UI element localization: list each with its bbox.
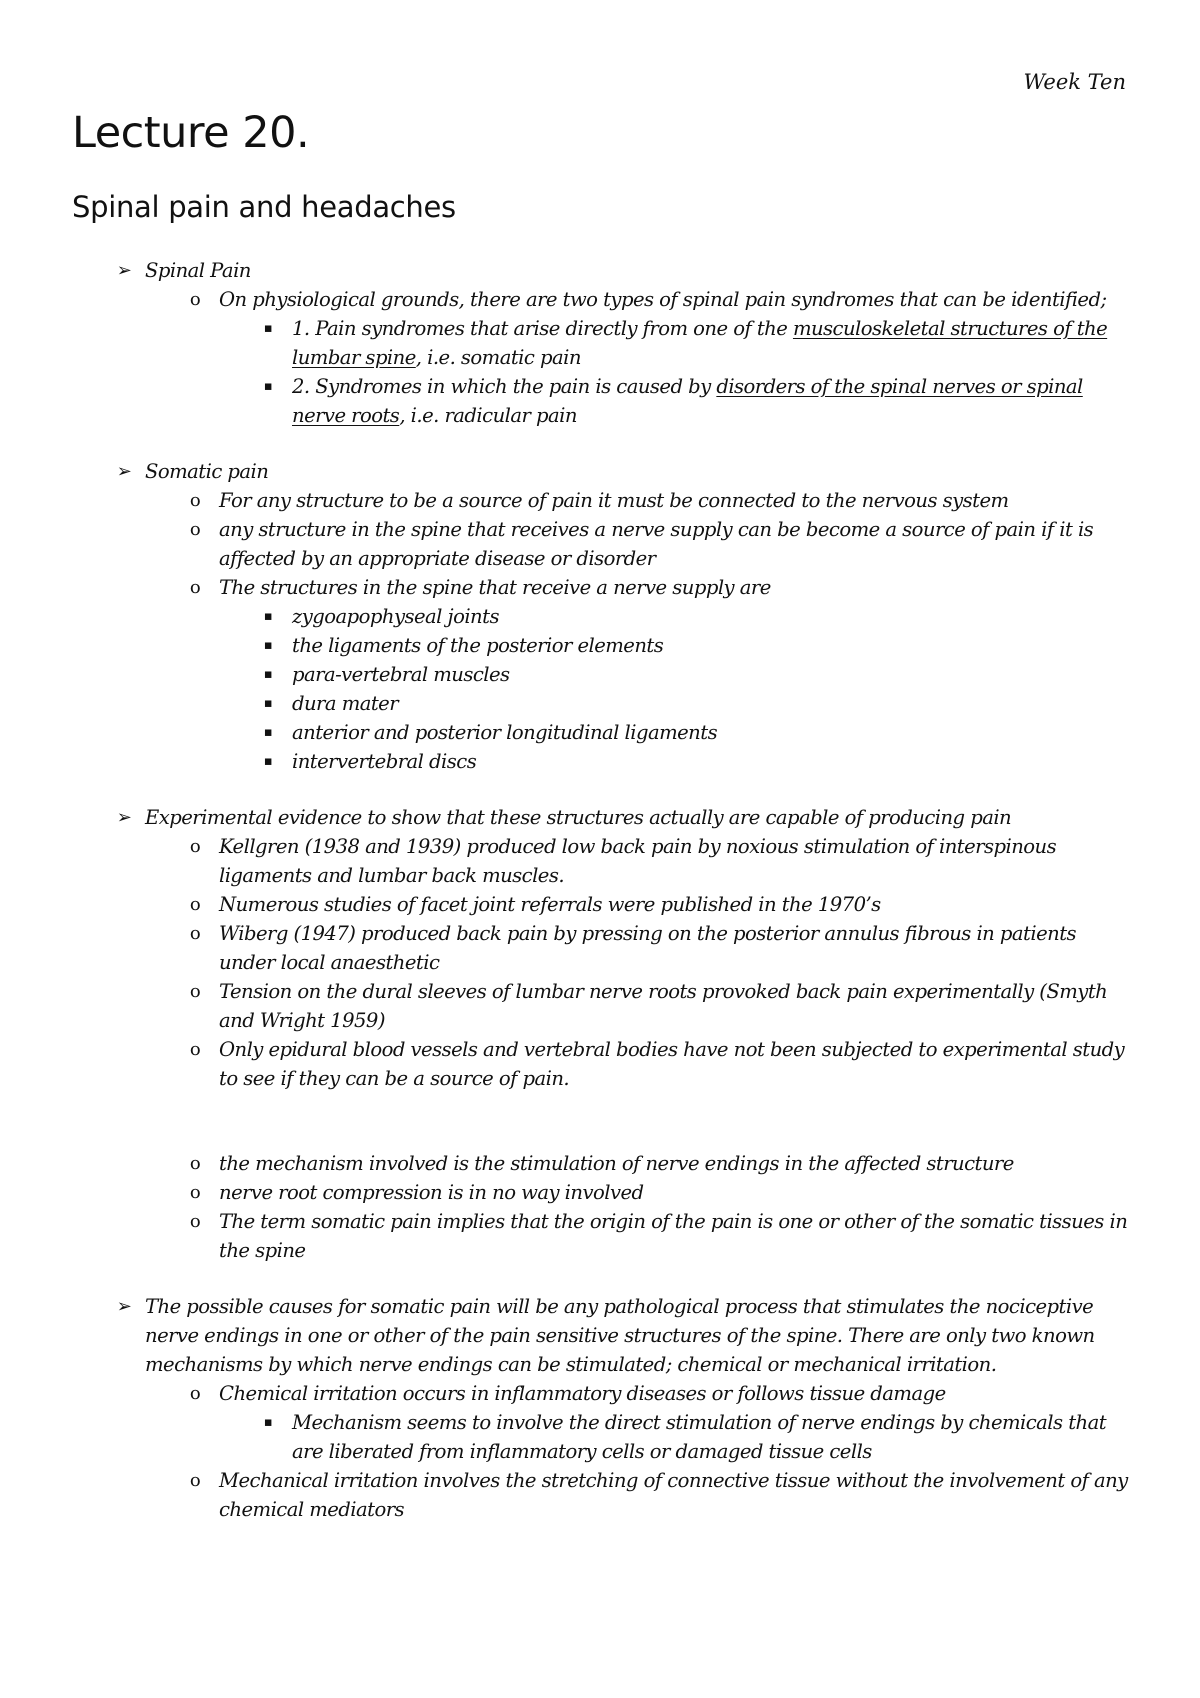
bullet-text: The term somatic pain implies that the origin of the pain is one or other of the somatic tissues in the spine xyxy=(219,1210,1128,1262)
circle-bullet-icon: o xyxy=(189,577,201,598)
bullet-text: any structure in the spine that receives a nerve supply can be become a source of pain if it is affected by an appropriate disease or disorder xyxy=(219,518,1094,570)
square-bullet-icon: ▪ xyxy=(263,638,273,653)
circle-bullet-icon: o xyxy=(189,1039,201,1060)
list-item xyxy=(263,1408,1126,1466)
circle-bullet-icon: o xyxy=(189,1470,201,1491)
bullet-text: Mechanism seems to involve the direct stimulation of nerve endings by chemicals that are liberated from inflammatory cells or damaged tissue cells xyxy=(292,1411,1107,1463)
square-bullet-icon: ▪ xyxy=(263,1415,273,1430)
bullet-text: Kellgren (1938 and 1939) produced low back pain by noxious stimulation of interspinous ligaments and lumbar back muscles. xyxy=(219,835,1057,887)
section-title: Spinal pain and headaches xyxy=(72,190,456,224)
week-label: Week Ten xyxy=(1023,70,1126,94)
list-item xyxy=(189,573,1130,602)
bullet-possible-causes xyxy=(116,1292,1130,1379)
bullet-text: Spinal Pain xyxy=(145,259,251,282)
bullet-text: anterior and posterior longitudinal ligaments xyxy=(292,721,718,744)
circle-bullet-icon: o xyxy=(189,519,201,540)
circle-bullet-icon: o xyxy=(189,1383,201,1404)
bullet-text: Experimental evidence to show that these structures actually are capable of producing pain xyxy=(145,806,1012,829)
list-item xyxy=(189,1035,1130,1093)
bullet-text: dura mater xyxy=(292,692,399,715)
bullet-text: 1. Pain syndromes that arise directly from one of the xyxy=(292,317,793,340)
bullet-text: intervertebral discs xyxy=(292,750,477,773)
circle-bullet-icon: o xyxy=(189,289,201,310)
underlined-term: musculoskeletal structures of the lumbar spine xyxy=(292,317,1108,369)
list-item xyxy=(263,718,1126,747)
bullet-experimental-evidence xyxy=(116,803,1130,832)
list-item xyxy=(263,689,1126,718)
list-item xyxy=(189,832,1130,890)
lecture-title: Lecture 20. xyxy=(72,108,310,158)
list-item xyxy=(189,977,1130,1035)
underlined-term: disorders of the spinal nerves or spinal nerve roots xyxy=(292,375,1083,427)
bullet-text: , i.e. somatic pain xyxy=(415,346,581,369)
bullet-text: Wiberg (1947) produced back pain by pressing on the posterior annulus fibrous in patients under local anaesthetic xyxy=(219,922,1077,974)
bullet-text: 2. Syndromes in which the pain is caused by xyxy=(292,375,717,398)
square-bullet-icon: ▪ xyxy=(263,609,273,624)
bullet-text: For any structure to be a source of pain it must be connected to the nervous system xyxy=(219,489,1009,512)
square-bullet-icon: ▪ xyxy=(263,379,273,394)
list-item xyxy=(189,890,1130,919)
square-bullet-icon: ▪ xyxy=(263,321,273,336)
circle-bullet-icon: o xyxy=(189,1211,201,1232)
bullet-text: para-vertebral muscles xyxy=(292,663,510,686)
circle-bullet-icon: o xyxy=(189,894,201,915)
list-item xyxy=(263,631,1126,660)
list-item xyxy=(189,919,1130,977)
bullet-spinal-pain xyxy=(116,256,1130,285)
list-item xyxy=(189,515,1130,573)
bullet-somatic-pain xyxy=(116,457,1130,486)
bullet-text: Tension on the dural sleeves of lumbar nerve roots provoked back pain experimentally (Smyth and Wright 1959) xyxy=(219,980,1108,1032)
list-item xyxy=(189,1466,1130,1524)
square-bullet-icon: ▪ xyxy=(263,696,273,711)
circle-bullet-icon: o xyxy=(189,923,201,944)
list-item xyxy=(189,285,1130,314)
list-item xyxy=(189,1379,1130,1408)
notes-content xyxy=(0,256,1200,1524)
circle-bullet-icon: o xyxy=(189,836,201,857)
list-item xyxy=(263,314,1126,372)
bullet-text: The structures in the spine that receive a nerve supply are xyxy=(219,576,771,599)
arrow-bullet-icon: ➢ xyxy=(116,807,132,828)
list-item xyxy=(189,1149,1130,1178)
circle-bullet-icon: o xyxy=(189,1153,201,1174)
list-item xyxy=(189,1207,1130,1265)
bullet-text: the mechanism involved is the stimulation of nerve endings in the affected structure xyxy=(219,1152,1014,1175)
square-bullet-icon: ▪ xyxy=(263,754,273,769)
bullet-text: On physiological grounds, there are two types of spinal pain syndromes that can be identified; xyxy=(219,288,1107,311)
bullet-text: the ligaments of the posterior elements xyxy=(292,634,664,657)
square-bullet-icon: ▪ xyxy=(263,725,273,740)
arrow-bullet-icon: ➢ xyxy=(116,1296,132,1317)
bullet-text: nerve root compression is in no way involved xyxy=(219,1181,644,1204)
bullet-text: Only epidural blood vessels and vertebral bodies have not been subjected to experimental study to see if they can be a source of pain. xyxy=(219,1038,1125,1090)
list-item xyxy=(263,602,1126,631)
arrow-bullet-icon: ➢ xyxy=(116,260,132,281)
bullet-text: , i.e. radicular pain xyxy=(399,404,577,427)
bullet-text: Somatic pain xyxy=(145,460,269,483)
list-item xyxy=(189,1178,1130,1207)
list-item xyxy=(263,747,1126,776)
bullet-text: zygoapophyseal joints xyxy=(292,605,499,628)
bullet-text: Chemical irritation occurs in inflammatory diseases or follows tissue damage xyxy=(219,1382,946,1405)
circle-bullet-icon: o xyxy=(189,981,201,1002)
bullet-text: The possible causes for somatic pain will be any pathological process that stimulates the nociceptive nerve endings in one or other of the pain sensitive structures of the spine. There are only two known mechanisms by which nerve endings can be stimulated; chemical or mechanical irritation. xyxy=(145,1295,1095,1376)
circle-bullet-icon: o xyxy=(189,1182,201,1203)
bullet-text: Mechanical irritation involves the stretching of connective tissue without the involvement of any chemical mediators xyxy=(219,1469,1128,1521)
list-item xyxy=(263,372,1126,430)
circle-bullet-icon: o xyxy=(189,490,201,511)
arrow-bullet-icon: ➢ xyxy=(116,461,132,482)
bullet-text: Numerous studies of facet joint referrals were published in the 1970’s xyxy=(219,893,881,916)
list-item xyxy=(263,660,1126,689)
list-item xyxy=(189,486,1130,515)
square-bullet-icon: ▪ xyxy=(263,667,273,682)
